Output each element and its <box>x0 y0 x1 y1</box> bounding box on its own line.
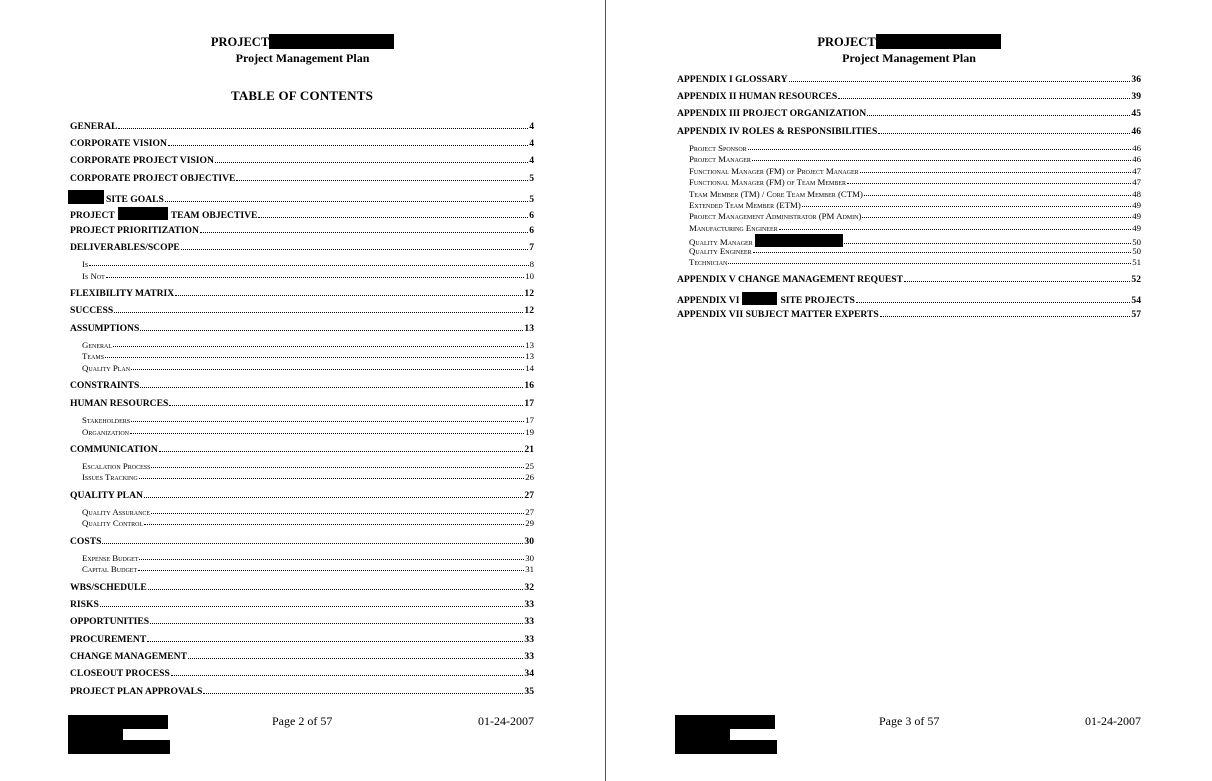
toc-page-number: 13 <box>525 351 534 361</box>
toc-page-number: 14 <box>525 363 534 373</box>
toc-page-number: 4 <box>529 121 534 132</box>
toc-leader-dots <box>140 329 523 331</box>
toc-entry-title: SITE GOALS <box>68 190 164 205</box>
toc-page-number: 13 <box>525 340 534 350</box>
toc-entry-title: CHANGE MANAGEMENT <box>70 651 187 662</box>
toc-entry-title: CORPORATE VISION <box>70 138 167 149</box>
toc-entry <box>677 91 1141 102</box>
toc-page-number: 17 <box>525 415 534 425</box>
toc-entry <box>70 380 534 391</box>
toc-entry-title: APPENDIX II HUMAN RESOURCES <box>677 91 838 102</box>
toc-subentry <box>70 415 534 425</box>
toc-entry-title: Quality Assurance <box>82 507 151 517</box>
toc-entry-title: PROJECT PLAN APPROVALS <box>70 686 203 697</box>
toc-entry-title: Is <box>82 259 89 269</box>
toc-entry <box>70 599 534 610</box>
toc-entry-title: APPENDIX I GLOSSARY <box>677 74 788 85</box>
toc-page-number: 45 <box>1131 108 1141 119</box>
toc-entry <box>70 155 534 166</box>
toc-entry-title: Quality Control <box>82 518 144 528</box>
toc-subentry <box>70 427 534 437</box>
toc-page-number: 33 <box>524 651 534 662</box>
toc-entry-title: Is Not <box>82 271 105 281</box>
toc-page-number: 39 <box>1131 91 1141 102</box>
footer-date: 01-24-2007 <box>1085 714 1141 728</box>
toc-leader-dots <box>131 420 524 422</box>
toc-entry <box>70 651 534 662</box>
toc-leader-dots <box>802 205 1131 207</box>
toc-leader-dots <box>258 216 528 218</box>
toc-leader-dots <box>139 477 525 479</box>
toc-page-number: 46 <box>1131 126 1141 137</box>
toc-page-number: 30 <box>525 553 534 563</box>
toc-entry-title: Functional Manager (FM) of Project Manager <box>689 166 859 176</box>
toc-page-number: 50 <box>1132 246 1141 256</box>
toc-page-number: 21 <box>524 444 534 455</box>
toc-leader-dots <box>118 127 528 129</box>
toc-page-number: 54 <box>1131 295 1141 306</box>
toc-page-number: 26 <box>525 472 534 482</box>
toc-subentry <box>70 340 534 350</box>
toc-leader-dots <box>188 657 523 659</box>
toc-leader-dots <box>748 148 1132 150</box>
toc-leader-dots <box>148 588 524 590</box>
footer-date: 01-24-2007 <box>478 714 534 728</box>
toc-leader-dots <box>159 450 524 452</box>
toc-entry <box>70 173 534 184</box>
toc-entry <box>70 398 534 409</box>
toc-leader-dots <box>752 159 1131 161</box>
toc-leader-dots <box>144 523 524 525</box>
toc-leader-dots <box>236 179 528 181</box>
toc-entry-title: GENERAL <box>70 121 118 132</box>
toc-entry-title: OPPORTUNITIES <box>70 616 150 627</box>
toc-leader-dots <box>728 262 1131 264</box>
toc-entry-title: COMMUNICATION <box>70 444 158 455</box>
toc-entry <box>70 668 534 679</box>
toc-leader-dots <box>200 231 528 233</box>
toc-subentry <box>70 518 534 528</box>
toc-leader-dots <box>878 132 1130 134</box>
toc-entry-title: CONSTRAINTS <box>70 380 140 391</box>
toc-entry-title: HUMAN RESOURCES <box>70 398 169 409</box>
toc-subentry <box>677 189 1141 199</box>
toc-page-number: 8 <box>529 259 534 269</box>
toc-entry-title: General <box>82 340 113 350</box>
toc-entry <box>677 274 1141 285</box>
toc-page-number: 17 <box>524 398 534 409</box>
toc-page-number: 4 <box>529 155 534 166</box>
toc-leader-dots <box>175 294 523 296</box>
toc-leader-dots <box>181 248 528 250</box>
toc-entry-title: APPENDIX V CHANGE MANAGEMENT REQUEST <box>677 274 904 285</box>
toc-leader-dots <box>147 640 523 642</box>
redacted-logo <box>68 715 170 754</box>
toc-page-number: 25 <box>525 461 534 471</box>
toc-entry-title: APPENDIX III PROJECT ORGANIZATION <box>677 108 867 119</box>
toc-page-number: 16 <box>524 380 534 391</box>
toc-entry-title: Stakeholders <box>82 415 131 425</box>
toc-leader-dots <box>130 432 524 434</box>
toc-subentry <box>677 154 1141 164</box>
toc-page-number: 57 <box>1131 309 1141 320</box>
toc-leader-dots <box>106 276 524 278</box>
toc-leader-dots <box>102 542 523 544</box>
toc-page-number: 50 <box>1132 237 1141 247</box>
project-label: PROJECT <box>210 35 270 49</box>
toc-leader-dots <box>100 605 524 607</box>
toc-page-number: 35 <box>524 686 534 697</box>
toc-entry-title: Quality Engineer <box>689 246 752 256</box>
toc-leader-dots <box>779 228 1132 230</box>
footer-page-number: Page 2 of 57 <box>272 714 333 728</box>
toc-leader-dots <box>753 251 1132 253</box>
toc-leader-dots <box>171 674 524 676</box>
toc-subentry <box>70 564 534 574</box>
redacted-logo <box>675 715 777 754</box>
toc-leader-dots <box>215 161 528 163</box>
toc-page-number: 46 <box>1132 143 1141 153</box>
toc-page-number: 27 <box>524 490 534 501</box>
toc-page-number: 47 <box>1132 166 1141 176</box>
toc-subentry <box>677 211 1141 221</box>
toc-leader-dots <box>904 280 1130 282</box>
toc-leader-dots <box>789 80 1131 82</box>
toc-leader-dots <box>138 569 524 571</box>
toc-subentry <box>677 246 1141 256</box>
toc-page-number: 27 <box>525 507 534 517</box>
toc-page-number: 36 <box>1131 74 1141 85</box>
toc-subentry <box>70 507 534 517</box>
toc-leader-dots <box>151 466 524 468</box>
toc-page-number: 6 <box>529 210 534 221</box>
toc-leader-dots <box>131 368 524 370</box>
toc-subentry <box>677 143 1141 153</box>
toc-entry-title: CORPORATE PROJECT OBJECTIVE <box>70 173 236 184</box>
toc-page-number: 19 <box>525 427 534 437</box>
toc-entry <box>677 292 1141 306</box>
toc-entry-title: Project Management Administrator (PM Admin) <box>689 211 862 221</box>
toc-entry <box>70 305 534 316</box>
toc-subentry <box>70 271 534 281</box>
toc-subentry <box>70 351 534 361</box>
toc-entry <box>70 323 534 334</box>
toc-subentry <box>677 177 1141 187</box>
toc-page-number: 34 <box>524 668 534 679</box>
toc-page-number: 48 <box>1132 189 1141 199</box>
toc-page-number: 33 <box>524 599 534 610</box>
toc-entry-title: CORPORATE PROJECT VISION <box>70 155 214 166</box>
document-subtitle: Project Management Plan <box>235 51 370 65</box>
toc-entry <box>70 288 534 299</box>
toc-entry-title: Capital Budget <box>82 564 138 574</box>
toc-entry-title: Technician <box>689 257 728 267</box>
toc-entry-title: Expense Budget <box>82 553 139 563</box>
toc-page-number: 5 <box>529 194 534 205</box>
toc-entry-title: Teams <box>82 351 105 361</box>
project-label: PROJECT <box>817 35 876 49</box>
toc-entry-title: Escalation Process <box>82 461 151 471</box>
toc-entry-title: PROJECT TEAM OBJECTIVE <box>70 207 257 221</box>
toc-entry-title: SUCCESS <box>70 305 114 316</box>
toc-leader-dots <box>860 171 1132 173</box>
toc-subentry <box>70 553 534 563</box>
toc-leader-dots <box>144 496 523 498</box>
toc-entry-title: Team Member (TM) / Core Team Member (CTM) <box>689 189 863 199</box>
toc-page-number: 12 <box>524 288 534 299</box>
toc-page-number: 4 <box>529 138 534 149</box>
toc-entry-title: Extended Team Member (ETM) <box>689 200 801 210</box>
toc-entry-title: QUALITY PLAN <box>70 490 143 501</box>
toc-subentry <box>70 461 534 471</box>
toc-subentry <box>70 363 534 373</box>
toc-page-number: 12 <box>524 305 534 316</box>
toc-subentry <box>677 200 1141 210</box>
toc-entry <box>70 138 534 149</box>
toc-entry <box>70 490 534 501</box>
toc-page-number: 33 <box>524 616 534 627</box>
toc-leader-dots <box>856 301 1131 303</box>
toc-leader-dots <box>867 114 1130 116</box>
toc-entry <box>70 121 534 132</box>
toc-page-number: 6 <box>529 225 534 236</box>
document-page-left <box>0 0 605 781</box>
toc-page-number: 5 <box>529 173 534 184</box>
toc-entry <box>677 74 1141 85</box>
toc-entry-title: DELIVERABLES/SCOPE <box>70 242 180 253</box>
toc-entry-title: Organization <box>82 427 130 437</box>
toc-page-number: 7 <box>529 242 534 253</box>
toc-entry <box>70 536 534 547</box>
toc-leader-dots <box>114 311 523 313</box>
toc-entry-title: RISKS <box>70 599 99 610</box>
toc-entry-title: COSTS <box>70 536 102 547</box>
toc-entry-title: CLOSEOUT PROCESS <box>70 668 170 679</box>
toc-subentry <box>70 259 534 269</box>
toc-entry-title: Project Sponsor <box>689 143 747 153</box>
toc-entry-title: ASSUMPTIONS <box>70 323 140 334</box>
toc-page-number: 10 <box>525 271 534 281</box>
toc-entry-title: Functional Manager (FM) of Team Member <box>689 177 846 187</box>
toc-entry <box>70 444 534 455</box>
toc-leader-dots <box>113 345 524 347</box>
redacted-block <box>118 207 168 220</box>
toc-page-number: 49 <box>1132 223 1141 233</box>
toc-page-number: 52 <box>1131 274 1141 285</box>
toc-leader-dots <box>165 200 528 202</box>
toc-entry <box>70 207 534 221</box>
toc-page-number: 33 <box>524 634 534 645</box>
toc-leader-dots <box>844 242 1132 244</box>
toc-entry-title: WBS/SCHEDULE <box>70 582 147 593</box>
toc-list <box>677 0 1141 781</box>
toc-subentry <box>677 223 1141 233</box>
toc-leader-dots <box>838 97 1130 99</box>
toc-leader-dots <box>847 182 1131 184</box>
document-subtitle: Project Management Plan <box>842 51 976 65</box>
toc-entry <box>70 582 534 593</box>
toc-leader-dots <box>880 315 1131 317</box>
toc-leader-dots <box>203 692 523 694</box>
toc-leader-dots <box>862 216 1131 218</box>
toc-leader-dots <box>105 356 524 358</box>
toc-leader-dots <box>168 144 528 146</box>
toc-page-number: 49 <box>1132 211 1141 221</box>
toc-page-number: 13 <box>524 323 534 334</box>
toc-leader-dots <box>139 558 524 560</box>
toc-subentry <box>70 472 534 482</box>
toc-subentry <box>677 257 1141 267</box>
toc-page-number: 32 <box>524 582 534 593</box>
toc-entry-title: Quality Manager <box>689 234 843 247</box>
document-page-right <box>606 0 1212 781</box>
toc-leader-dots <box>89 264 528 266</box>
toc-entry <box>677 108 1141 119</box>
toc-entry-title: Quality Plan <box>82 363 131 373</box>
toc-page-number: 29 <box>525 518 534 528</box>
toc-subentry <box>677 166 1141 176</box>
toc-leader-dots <box>150 622 523 624</box>
toc-entry-title: Issues Tracking <box>82 472 138 482</box>
toc-entry-title: APPENDIX VI SITE PROJECTS <box>677 292 855 306</box>
toc-entry-title: FLEXIBILITY MATRIX <box>70 288 175 299</box>
toc-entry <box>70 616 534 627</box>
toc-entry <box>70 242 534 253</box>
toc-page-number: 49 <box>1132 200 1141 210</box>
toc-page-number: 31 <box>525 564 534 574</box>
toc-leader-dots <box>140 386 523 388</box>
toc-entry <box>70 634 534 645</box>
toc-entry-title: PROJECT PRIORITIZATION <box>70 225 199 236</box>
toc-entry <box>677 309 1141 320</box>
toc-leader-dots <box>864 194 1131 196</box>
toc-page-number: 51 <box>1132 257 1141 267</box>
toc-page-number: 47 <box>1132 177 1141 187</box>
toc-page-number: 46 <box>1132 154 1141 164</box>
footer-page-number: Page 3 of 57 <box>879 714 940 728</box>
redacted-block <box>68 190 104 204</box>
toc-list <box>70 0 534 781</box>
toc-entry <box>70 686 534 697</box>
toc-leader-dots <box>169 404 523 406</box>
toc-entry-title: APPENDIX VII SUBJECT MATTER EXPERTS <box>677 309 879 320</box>
toc-entry <box>677 126 1141 137</box>
toc-entry <box>70 225 534 236</box>
toc-entry-title: APPENDIX IV ROLES & RESPONSIBILITIES <box>677 126 878 137</box>
toc-page-number: 30 <box>524 536 534 547</box>
redacted-block <box>742 292 777 305</box>
toc-entry-title: PROCUREMENT <box>70 634 147 645</box>
toc-entry-title: Manufacturing Engineer <box>689 223 778 233</box>
toc-title: TABLE OF CONTENTS <box>230 88 374 103</box>
toc-entry-title: Project Manager <box>689 154 751 164</box>
toc-entry <box>68 190 534 205</box>
toc-leader-dots <box>151 512 524 514</box>
